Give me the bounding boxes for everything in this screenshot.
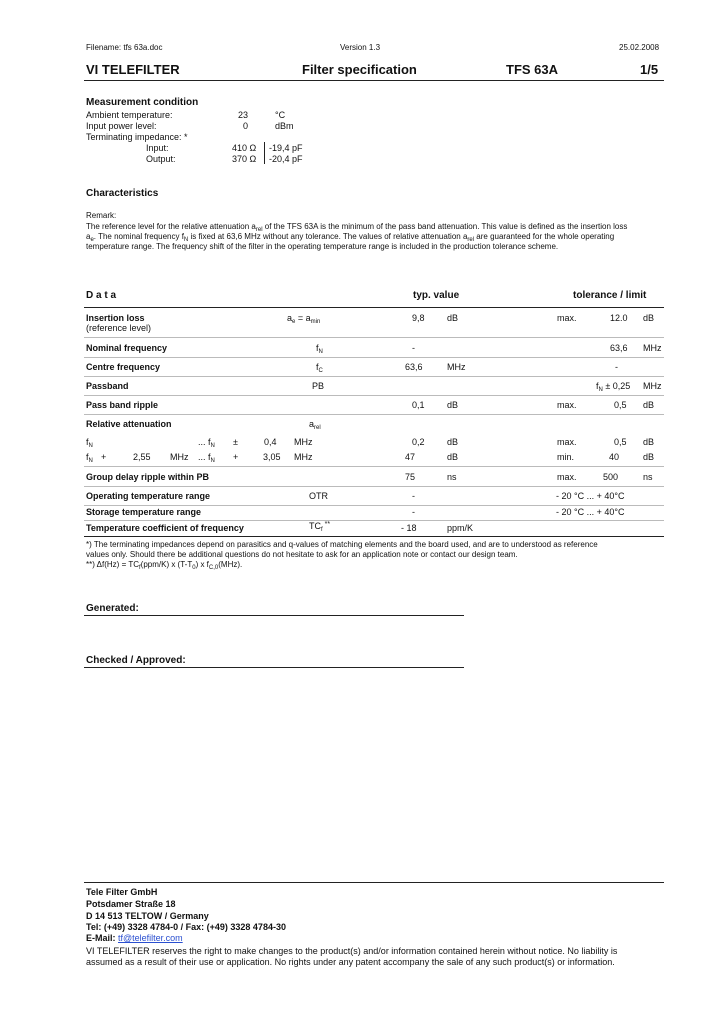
col-header-tolerance: tolerance / limit: [573, 290, 647, 301]
output-capacitance: -20,4 pF: [269, 154, 303, 164]
unit-pass-band-ripple: dB: [447, 400, 459, 410]
rel2-val2: 3,05: [263, 452, 281, 462]
rel1-unit: MHz: [294, 437, 313, 447]
row-label-operating-temp: Operating temperature range: [86, 491, 211, 501]
rel2-tol-prefix: min.: [557, 452, 575, 462]
remark-line-3: temperature range. The frequency shift of the filter in the operating temperature range is included in the production tolerance scheme.: [86, 242, 559, 251]
rel2-unit1: MHz: [170, 452, 189, 462]
footnote-1-line-2: values only. Should there be additional questions do not hesitate to ask for an application note or contact our design team.: [86, 550, 518, 559]
typ-operating-temp: -: [412, 491, 415, 501]
rel2-unit2: MHz: [294, 452, 313, 462]
remark-line-1: The reference level for the relative attenuation $a_{rel}$ of the TFS 63A is the minimum of the pass band attenuation. This value is defined as the insertion loss: [86, 222, 628, 233]
tol-unit-pass-band-ripple: dB: [643, 400, 655, 410]
rel1-tol-unit: dB: [643, 437, 655, 447]
tol-centre-frequency: -: [615, 362, 618, 372]
input-separator: [264, 142, 265, 153]
rel1-typ-unit: dB: [447, 437, 459, 447]
tol-unit-nominal-frequency: MHz: [643, 343, 662, 353]
footer-email: E-Mail: tf@telefilter.com: [86, 933, 183, 943]
email-link[interactable]: tf@telefilter.com: [118, 933, 183, 943]
row-label-pass-band-ripple: Pass band ripple: [86, 400, 159, 410]
document-title: Filter specification: [302, 62, 417, 77]
symbol-relative-attenuation: $a_{rel}$: [309, 419, 321, 431]
power-unit: dBm: [275, 121, 294, 131]
input-capacitance: -19,4 pF: [269, 143, 303, 153]
row-label-nominal-frequency: Nominal frequency: [86, 343, 168, 353]
row-divider: [84, 486, 664, 487]
rel1-tol: 0,5: [614, 437, 627, 447]
rel2-plus2: +: [233, 452, 239, 462]
filename: Filename: tfs 63a.doc: [86, 43, 163, 52]
header-rule: [84, 80, 664, 81]
tol-prefix-group-delay: max.: [557, 472, 577, 482]
tol-group-delay: 500: [603, 472, 619, 482]
footnote-2: **) $\Delta f(Hz) = TC_f(ppm/K)$ x $(T-T_0)$ x $f_{C,0}(MHz)$.: [86, 560, 243, 571]
typ-group-delay: 75: [405, 472, 416, 482]
footer-rule: [84, 882, 664, 883]
row-divider: [84, 357, 664, 358]
impedance-label: Terminating impedance: *: [86, 132, 188, 142]
output-label: Output:: [146, 154, 176, 164]
tol-unit-group-delay: ns: [643, 472, 653, 482]
typ-centre-frequency: 63,6: [405, 362, 423, 372]
table-bottom-rule: [84, 536, 664, 537]
tol-prefix-insertion-loss: max.: [557, 313, 577, 323]
footer-street: Potsdamer Straße 18: [86, 899, 176, 909]
remark-label: Remark:: [86, 211, 117, 220]
unit-insertion-loss: dB: [447, 313, 459, 323]
remark-line-2: $a_e$. The nominal frequency $f_N$ is fixed at 63,6 MHz without any tolerance. The values of relative attenuation $a_{rel}$ are guaranteed for the whole operating: [86, 232, 615, 243]
row-label-temp-coeff: Temperature coefficient of frequency: [86, 523, 244, 533]
tol-operating-temp: - 20 °C ... + 40°C: [556, 491, 625, 501]
company-name: VI TELEFILTER: [86, 62, 180, 77]
measurement-title: Measurement condition: [86, 97, 199, 108]
tol-insertion-loss: 12.0: [610, 313, 628, 323]
rel1-tol-prefix: max.: [557, 437, 577, 447]
ambient-value: 23: [238, 110, 249, 120]
characteristics-title: Characteristics: [86, 188, 159, 199]
rel2-tol: 40: [609, 452, 620, 462]
rel2-tol-unit: dB: [643, 452, 655, 462]
col-header-data: D a t a: [86, 290, 117, 301]
symbol-insertion-loss: $a_e = a_{min}$: [287, 313, 321, 325]
product-name: TFS 63A: [506, 62, 559, 77]
rel1-dots: ... $f_N$: [198, 437, 215, 449]
row-label-insertion-loss: Insertion loss: [86, 313, 145, 323]
date: 25.02.2008: [619, 43, 660, 52]
rel2-typ: 47: [405, 452, 416, 462]
rel2-dots: ... $f_N$: [198, 452, 215, 464]
row-label-storage-temp: Storage temperature range: [86, 507, 202, 517]
input-label: Input:: [146, 143, 169, 153]
row-label-group-delay: Group delay ripple within PB: [86, 472, 210, 482]
row-divider: [84, 395, 664, 396]
table-top-rule: [84, 307, 664, 308]
tol-passband: $f_N \pm 0,25$: [596, 381, 631, 393]
unit-centre-frequency: MHz: [447, 362, 466, 372]
row-label-passband: Passband: [86, 381, 129, 391]
tol-nominal-frequency: 63,6: [610, 343, 628, 353]
col-header-typ: typ. value: [413, 290, 460, 301]
row-divider: [84, 414, 664, 415]
rel1-typ: 0,2: [412, 437, 425, 447]
typ-nominal-frequency: -: [412, 343, 415, 353]
version: Version 1.3: [340, 43, 381, 52]
tol-unit-passband: MHz: [643, 381, 662, 391]
ambient-label: Ambient temperature:: [86, 110, 173, 120]
generated-signature-line: [84, 615, 464, 616]
rel2-typ-unit: dB: [447, 452, 459, 462]
symbol-nominal-frequency: $f_N$: [316, 343, 323, 355]
footer-city: D 14 513 TELTOW / Germany: [86, 911, 209, 921]
footnote-1-line-1: *) The terminating impedances depend on parasitics and q-values of matching elements and the board used, and are to understood as reference: [86, 540, 598, 549]
symbol-centre-frequency: $f_C$: [316, 362, 323, 374]
tol-pass-band-ripple: 0,5: [614, 400, 627, 410]
footer-disclaimer-2: assumed as a result of their use or application. No rights under any patent accompany the sale of any such product(s) or information.: [86, 957, 615, 967]
rel2-plus1: +: [101, 452, 107, 462]
generated-label: Generated:: [86, 603, 139, 614]
ambient-unit: °C: [275, 110, 286, 120]
rel1-f: $f_N$: [86, 437, 93, 449]
footer-tel: Tel: (+49) 3328 4784-0 / Fax: (+49) 3328 4784-30: [86, 922, 286, 932]
tol-prefix-pass-band-ripple: max.: [557, 400, 577, 410]
row-divider: [84, 520, 664, 521]
row-sublabel-reference: (reference level): [86, 323, 152, 333]
power-value: 0: [243, 121, 249, 131]
checked-label: Checked / Approved:: [86, 655, 186, 666]
output-value: 370 Ω: [232, 154, 257, 164]
footer-company: Tele Filter GmbH: [86, 887, 158, 897]
rel2-val1: 2,55: [133, 452, 151, 462]
row-divider: [84, 337, 664, 338]
power-label: Input power level:: [86, 121, 157, 131]
row-divider: [84, 376, 664, 377]
symbol-operating-temp: OTR: [309, 491, 328, 501]
typ-pass-band-ripple: 0,1: [412, 400, 425, 410]
typ-temp-coeff: - 18: [401, 523, 417, 533]
page-number: 1/5: [640, 62, 659, 77]
rel1-val: 0,4: [264, 437, 277, 447]
checked-signature-line: [84, 667, 464, 668]
row-label-relative-attenuation: Relative attenuation: [86, 419, 172, 429]
input-value: 410 Ω: [232, 143, 257, 153]
rel2-f: $f_N$: [86, 452, 93, 464]
unit-group-delay: ns: [447, 472, 457, 482]
footer-disclaimer-1: VI TELEFILTER reserves the right to make changes to the product(s) and/or information contained herein without notice. No liability is: [86, 946, 618, 956]
typ-insertion-loss: 9,8: [412, 313, 425, 323]
typ-storage-temp: -: [412, 507, 415, 517]
rel1-pm: ±: [233, 437, 238, 447]
symbol-passband: PB: [312, 381, 325, 391]
tol-storage-temp: - 20 °C ... + 40°C: [556, 507, 625, 517]
row-divider: [84, 466, 664, 467]
row-divider: [84, 505, 664, 506]
output-separator: [264, 153, 265, 164]
unit-temp-coeff: ppm/K: [447, 523, 474, 533]
row-label-centre-frequency: Centre frequency: [86, 362, 161, 372]
symbol-temp-coeff: $TC_f$ **: [309, 521, 331, 533]
tol-unit-insertion-loss: dB: [643, 313, 655, 323]
